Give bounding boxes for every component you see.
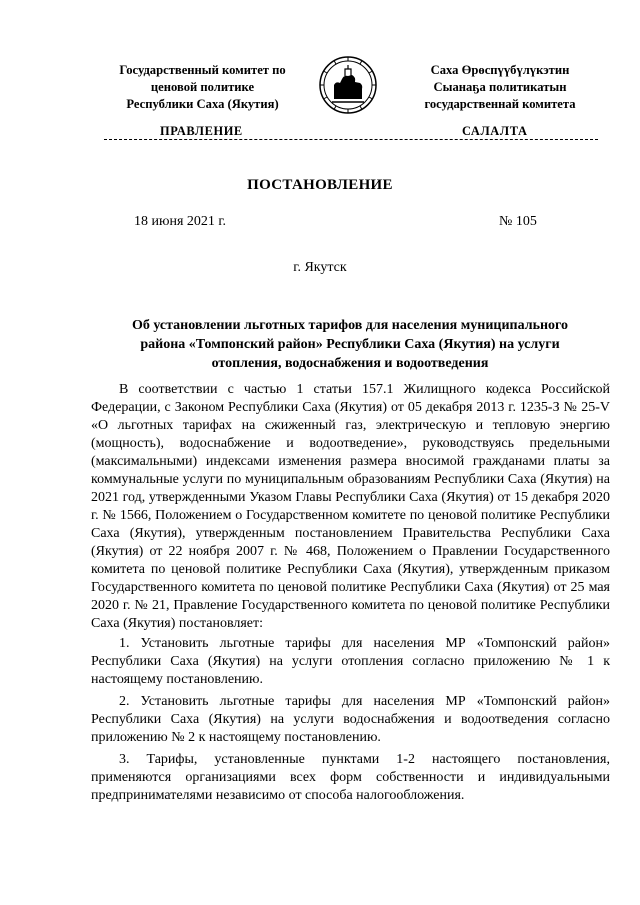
right-org-line: государственнай комитета [424, 97, 576, 111]
right-org-name [405, 62, 595, 113]
resolution-item: 1. Установить льготные тарифы для населения МР «Томпонский район» Республики Саха (Якутия) на услуги отопления согласно приложению № 1 к настоящему постановлению. [91, 636, 610, 687]
document-title: ПОСТАНОВЛЕНИЕ [247, 177, 393, 193]
document-city: г. Якутск [293, 260, 347, 275]
subject-line: района «Томпонский район» Республики Саха (Якутия) на услуги [140, 337, 560, 352]
document-number: № 105 [499, 214, 537, 229]
subject-line: Об установлении льготных тарифов для населения муниципального [131, 318, 569, 333]
left-org-line: Государственный комитет по [119, 63, 286, 77]
left-department-label: ПРАВЛЕНИЕ [160, 124, 243, 138]
right-org-line: Сыанаҕа политикатын [433, 80, 567, 94]
resolution-item: 3. Тарифы, установленные пунктами 1-2 настоящего постановления, применяются организациями всех форм собственности и индивидуальными предпринимателями независимо от способа налогообложения. [91, 752, 610, 803]
header-divider [104, 139, 598, 140]
left-org-line: ценовой политике [150, 80, 255, 94]
subject-line: отопления, водоснабжения и водоотведения [211, 356, 489, 371]
left-org-line: Республики Саха (Якутия) [126, 97, 279, 111]
right-department-label: САЛАЛТА [462, 124, 528, 138]
document-date: 18 июня 2021 г. [134, 214, 227, 229]
coat-of-arms-sakha-icon [318, 55, 378, 115]
preamble-paragraph: В соответствии с частью 1 статьи 157.1 Жилищного кодекса Российской Федерации, с Законом Республики Саха (Якутия) от 05 декабря 2013 г. 1235-З № 25-V «О льготных тарифах на сжиженный газ, электрическую и тепловую энергию (мощность), водоснабжение и водоотведение», руководствуясь предельными (максимальными) индексами изменения размера вносимой гражданами платы за коммунальные услуги по муниципальным образованиям Республики Саха (Якутия) на 2021 год, утвержденными Указом Главы Республики Саха (Якутия) от 15 декабря 2020 г. № 1566, Положением о Государственном комитете по ценовой политике Республики Саха (Якутия), утвержденным постановлением Правительства Республики Саха (Якутия) от 22 ноября 2007 г. № 468, Положением о Правлении Государственного комитета по ценовой политике Республики Саха (Якутия), утвержденным приказом Государственного комитета по ценовой политике Республики Саха (Якутия) от 25 мая 2020 г. № 21, Правление Государственного комитета по ценовой политике Республики Саха (Якутия) постановляет: [91, 382, 610, 631]
right-org-line: Саха Өрөспүүбүлүкэтин [430, 63, 570, 77]
left-org-name [100, 62, 305, 113]
document-body [91, 381, 610, 809]
document-subject [95, 316, 605, 373]
resolution-item: 2. Установить льготные тарифы для населения МР «Томпонский район» Республики Саха (Якутия) на услуги водоснабжения и водоотведения согласно приложению № 2 к настоящему постановлению. [91, 694, 610, 745]
